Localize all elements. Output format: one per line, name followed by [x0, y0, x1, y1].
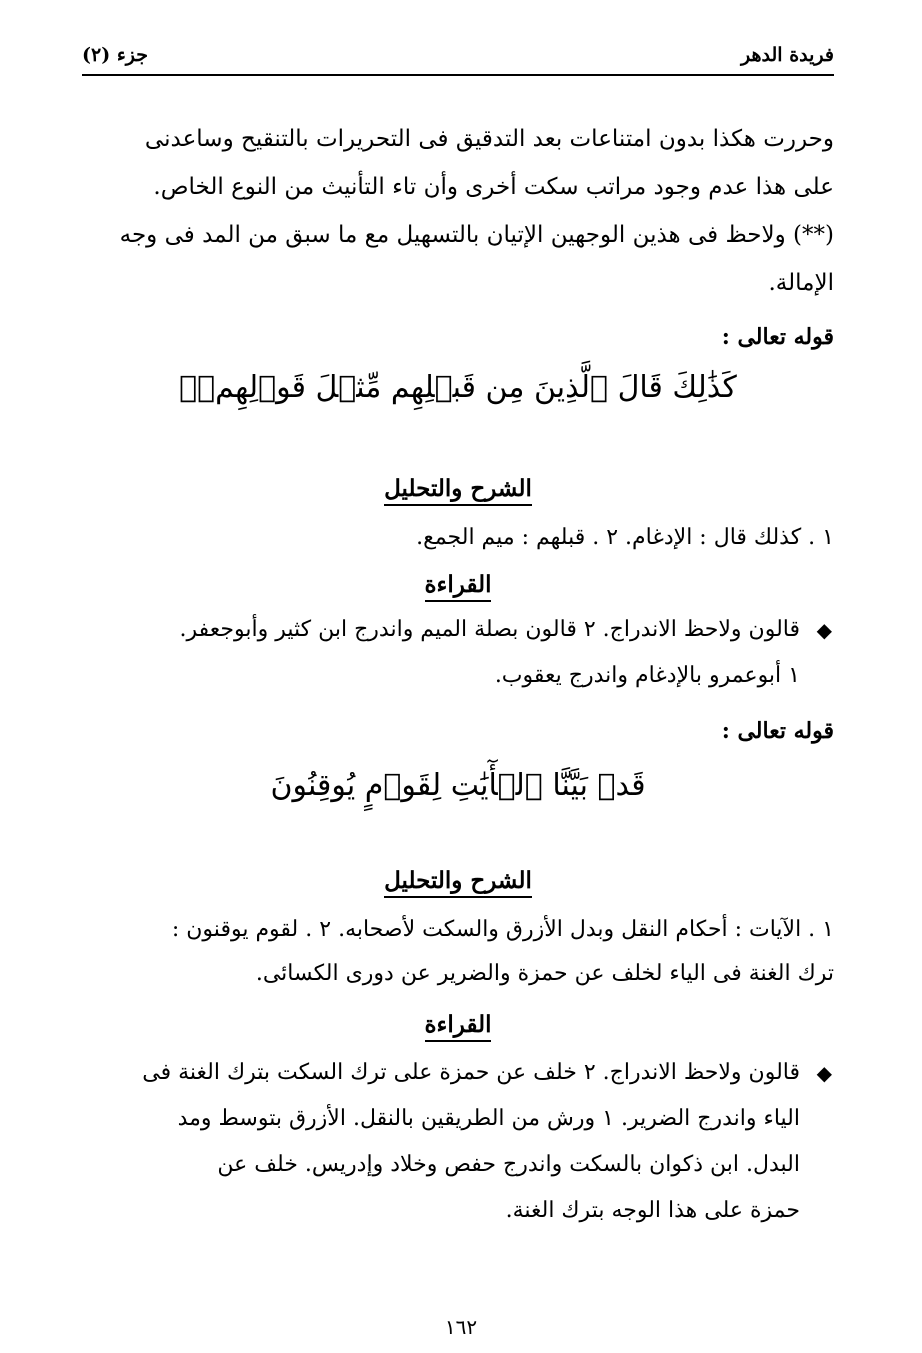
- sharh-title: [82, 474, 834, 504]
- intro-paragraph: [82, 115, 834, 307]
- reading-text: قالون ولاحظ الاندراج. ٢ خلف عن حمزة على ترك السكت بترك الغنة فى: [142, 1060, 800, 1085]
- diamond-bullet-icon: ◆: [816, 618, 832, 642]
- intro-line: على هذا عدم وجود مراتب سكت أخرى وأن تاء التأنيث من النوع الخاص.: [153, 174, 834, 200]
- reading-line: الياء واندرج الضرير. ١ ورش من الطريقين بالنقل. الأزرق بتوسط ومد: [177, 1106, 800, 1131]
- sharh-title: [82, 866, 834, 896]
- analysis-line: ١ . كذلك قال : الإدغام. ٢ . قبلهم : ميم الجمع.: [416, 525, 834, 550]
- reading-line: البدل. ابن ذكوان بالسكت واندرج حفص وخلاد وإدريس. خلف عن: [217, 1152, 800, 1177]
- intro-line: وحررت هكذا بدون امتناعات بعد التدقيق فى التحريرات بالتنقيح وساعدنى: [144, 126, 834, 152]
- reading-text: قالون ولاحظ الاندراج. ٢ قالون بصلة الميم واندرج ابن كثير وأبوجعفر.: [179, 617, 800, 642]
- part-label: جزء (٢): [82, 44, 148, 66]
- quote-heading: قوله تعالى :: [721, 324, 834, 350]
- quran-verse: قَدۡ بَيَّنَّا ٱلۡأٓيَٰتِ لِقَوۡمٍ يُوقِنُونَ: [270, 768, 646, 803]
- intro-line: الإمالة.: [768, 270, 834, 296]
- book-title: فريدة الدهر: [741, 44, 834, 66]
- qiraah-title: [82, 1010, 834, 1040]
- qiraah-title-text: القراءة: [425, 1011, 492, 1042]
- sharh-title-text: الشرح والتحليل: [384, 867, 532, 898]
- reading-block: [82, 607, 834, 699]
- running-header: [82, 40, 834, 76]
- qiraah-title: [82, 570, 834, 600]
- intro-line: (**) ولاحظ فى هذين الوجهين الإتيان بالتسهيل مع ما سبق من المد فى وجه: [119, 222, 834, 248]
- reading-line: [82, 1050, 834, 1096]
- qiraah-title-text: القراءة: [425, 571, 492, 602]
- page-number: ١٦٢: [444, 1315, 478, 1339]
- analysis-block: [82, 908, 834, 996]
- analysis-line: ١ . الآيات : أحكام النقل وبدل الأزرق والسكت لأصحابه. ٢ . لقوم يوقنون :: [171, 917, 834, 942]
- quran-verse: كَذَٰلِكَ قَالَ ٱلَّذِينَ مِن قَبۡلِهِم مِّثۡلَ قَوۡلِهِمۡۘ: [179, 370, 737, 405]
- diamond-bullet-icon: ◆: [816, 1061, 832, 1085]
- reading-block: [82, 1050, 834, 1234]
- reading-line: حمزة على هذا الوجه بترك الغنة.: [505, 1198, 800, 1223]
- quote-heading: قوله تعالى :: [721, 718, 834, 744]
- reading-line: ١ أبوعمرو بالإدغام واندرج يعقوب.: [494, 663, 800, 688]
- analysis-line: ترك الغنة فى الياء لخلف عن حمزة والضرير عن دورى الكسائى.: [255, 961, 834, 986]
- reading-line: [82, 607, 834, 653]
- sharh-title-text: الشرح والتحليل: [384, 475, 532, 506]
